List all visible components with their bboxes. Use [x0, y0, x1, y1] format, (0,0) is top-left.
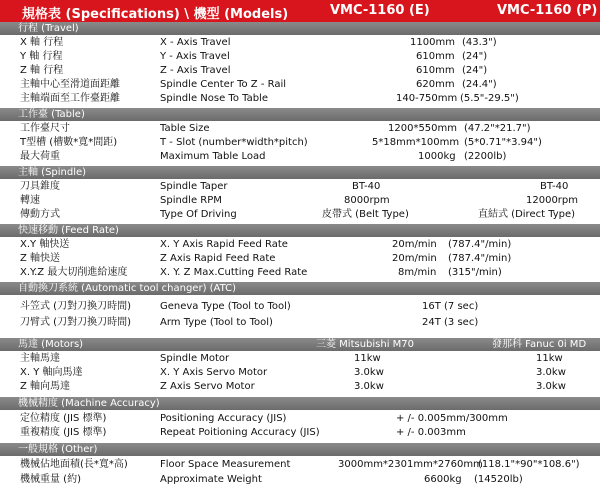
- table-row: [0, 238, 600, 252]
- spec-value-p: 11kw: [536, 353, 563, 364]
- spec-value: 24T (3 sec): [422, 317, 479, 328]
- spec-en: Positioning Accuracy (JIS): [160, 413, 287, 424]
- section-label: 快速移動 (Feed Rate): [18, 225, 119, 236]
- spec-en: Z Axis Rapid Feed Rate: [160, 253, 276, 264]
- spec-value-imperial: (47.2"*21.7"): [464, 123, 531, 134]
- spec-value-imperial: (787.4"/min): [448, 239, 512, 250]
- section-feedrate-header: [0, 224, 600, 237]
- spec-zh: 機械佔地面積(長*寬*高): [20, 459, 128, 470]
- model-p-label: VMC-1160 (P): [497, 3, 598, 18]
- spec-zh: 工作臺尺寸: [20, 123, 70, 134]
- spec-value: + /- 0.005mm/300mm: [396, 413, 508, 424]
- spec-value: 8m/min: [398, 267, 437, 278]
- spec-en: Y - Axis Travel: [160, 51, 230, 62]
- table-row: [0, 380, 600, 394]
- spec-zh: 轉速: [20, 195, 40, 206]
- table-row: [0, 78, 600, 92]
- spec-value: 620mm: [416, 79, 455, 90]
- spec-value: 610mm: [416, 51, 455, 62]
- spec-zh: X.Y 軸快送: [20, 239, 70, 250]
- table-row: [0, 458, 600, 472]
- table-row: [0, 412, 600, 426]
- table-row: [0, 266, 600, 280]
- table-row: [0, 352, 600, 366]
- table-row: [0, 180, 600, 194]
- spec-en: Spindle Center To Z - Rail: [160, 79, 287, 90]
- spec-en: X. Y Axis Servo Motor: [160, 367, 268, 378]
- spec-value-imperial: (118.1"*90"*108.6"): [478, 459, 580, 470]
- spec-value: 3000mm*2301mm*2760mm: [338, 459, 483, 470]
- spec-value: 610mm: [416, 65, 455, 76]
- spec-value-imperial: (787.4"/min): [448, 253, 512, 264]
- spec-value: 1100mm: [410, 37, 455, 48]
- spec-value: 3.0kw: [354, 367, 384, 378]
- spec-zh: 主軸馬達: [20, 353, 60, 364]
- spec-value: 20m/min: [392, 253, 437, 264]
- spec-value-imperial: (5.5"-29.5"): [460, 93, 519, 104]
- spec-zh: T型槽 (槽數*寬*間距): [20, 137, 118, 148]
- spec-value: 1200*550mm: [388, 123, 458, 134]
- spec-value: BT-40: [352, 181, 381, 192]
- table-row: [0, 64, 600, 78]
- section-accuracy-header: [0, 397, 600, 410]
- spec-zh: 最大荷重: [20, 151, 60, 162]
- spec-zh: 刀臂式 (刀對刀換刀時間): [20, 317, 131, 328]
- section-label: 工作臺 (Table): [18, 109, 85, 120]
- controller-mitsubishi-label: 三菱 Mitsubishi M70: [316, 339, 415, 350]
- spec-value-p: 直結式 (Direct Type): [478, 209, 576, 220]
- spec-zh: Z 軸向馬達: [20, 381, 71, 392]
- spec-zh: Z 軸快送: [20, 253, 61, 264]
- spec-en: Z Axis Servo Motor: [160, 381, 255, 392]
- section-label: 行程 (Travel): [18, 23, 79, 34]
- table-row: [0, 92, 600, 106]
- spec-value: 1000kg: [418, 151, 456, 162]
- spec-en: Spindle RPM: [160, 195, 222, 206]
- table-row: [0, 194, 600, 208]
- spec-zh: Y 軸 行程: [20, 51, 63, 62]
- spec-zh: 主軸端面至工作臺距離: [20, 93, 120, 104]
- spec-value: + /- 0.003mm: [396, 427, 466, 438]
- spec-zh: 定位精度 (JIS 標準): [20, 413, 107, 424]
- spec-value-imperial: (24"): [462, 65, 488, 76]
- table-row: [0, 36, 600, 50]
- spec-en: Geneva Type (Tool to Tool): [160, 301, 291, 312]
- spec-en: X. Y. Z Max.Cutting Feed Rate: [160, 267, 308, 278]
- spec-value: 3.0kw: [354, 381, 384, 392]
- spec-en: Spindle Taper: [160, 181, 228, 192]
- spec-value-imperial: (24.4"): [462, 79, 497, 90]
- spec-en: Arm Type (Tool to Tool): [160, 317, 273, 328]
- section-label: 一般規格 (Other): [18, 444, 98, 455]
- table-row: [0, 473, 600, 487]
- spec-value-p: 3.0kw: [536, 381, 566, 392]
- table-row: [0, 252, 600, 266]
- spec-en: Type Of Driving: [160, 209, 237, 220]
- spec-value-p: BT-40: [540, 181, 569, 192]
- section-other-header: [0, 443, 600, 456]
- spec-value: 11kw: [354, 353, 381, 364]
- spec-zh: 重複精度 (JIS 標準): [20, 427, 107, 438]
- section-label: 馬達 (Motors): [18, 339, 84, 350]
- section-travel-header: [0, 22, 600, 35]
- spec-en: Approximate Weight: [160, 474, 262, 485]
- section-label: 主軸 (Spindle): [18, 167, 87, 178]
- spec-zh: Z 軸 行程: [20, 65, 64, 76]
- spec-zh: 刀具錐度: [20, 181, 60, 192]
- spec-value: 皮帶式 (Belt Type): [322, 209, 409, 220]
- spec-zh: 斗笠式 (刀對刀換刀時間): [20, 301, 131, 312]
- table-row: [0, 150, 600, 164]
- spec-en: Z - Axis Travel: [160, 65, 231, 76]
- table-row: [0, 300, 600, 314]
- spec-en: Maximum Table Load: [160, 151, 266, 162]
- spec-zh: X. Y 軸向馬達: [20, 367, 83, 378]
- table-row: [0, 366, 600, 380]
- spec-value: 8000rpm: [344, 195, 390, 206]
- spec-value-imperial: (14520lb): [474, 474, 523, 485]
- section-spindle-header: [0, 166, 600, 179]
- spec-en: Spindle Nose To Table: [160, 93, 268, 104]
- spec-en: X. Y Axis Rapid Feed Rate: [160, 239, 288, 250]
- spec-en: Floor Space Measurement: [160, 459, 291, 470]
- spec-value-imperial: (315"/min): [448, 267, 502, 278]
- spec-value-p: 3.0kw: [536, 367, 566, 378]
- spec-en: Table Size: [160, 123, 210, 134]
- controller-fanuc-label: 發那科 Fanuc 0i MD: [492, 339, 587, 350]
- spec-zh: 主軸中心至滑道面距離: [20, 79, 120, 90]
- spec-header: [0, 0, 600, 22]
- spec-value-imperial: (43.3"): [462, 37, 497, 48]
- spec-zh: 機械重量 (約): [20, 474, 81, 485]
- spec-value: 20m/min: [392, 239, 437, 250]
- spec-en: Spindle Motor: [160, 353, 230, 364]
- section-label: 機械精度 (Machine Accuracy): [18, 398, 160, 409]
- model-e-label: VMC-1160 (E): [330, 3, 430, 18]
- section-table-header: [0, 108, 600, 121]
- spec-value-p: 12000rpm: [526, 195, 579, 206]
- spec-zh: X 軸 行程: [20, 37, 64, 48]
- spec-en: X - Axis Travel: [160, 37, 231, 48]
- spec-zh: X.Y.Z 最大切削進給速度: [20, 267, 128, 278]
- spec-zh: 傳動方式: [20, 209, 60, 220]
- table-row: [0, 122, 600, 136]
- spec-title: 規格表 (Specifications) \ 機型 (Models): [22, 7, 289, 22]
- spec-value-imperial: (2200lb): [464, 151, 507, 162]
- spec-value: 16T (7 sec): [422, 301, 479, 312]
- section-label: 自動換刀系統 (Automatic tool changer) (ATC): [18, 283, 237, 294]
- table-row: [0, 316, 600, 330]
- spec-en: T - Slot (number*width*pitch): [160, 137, 308, 148]
- spec-value-imperial: (24"): [462, 51, 488, 62]
- table-row: [0, 426, 600, 440]
- spec-value: 140-750mm: [396, 93, 458, 104]
- table-row: [0, 50, 600, 64]
- spec-value-imperial: (5*0.71"*3.94"): [464, 137, 542, 148]
- spec-value: 5*18mm*100mm: [372, 137, 460, 148]
- table-row: [0, 208, 600, 222]
- spec-en: Repeat Poitioning Accuracy (JIS): [160, 427, 320, 438]
- section-motors-header: [0, 338, 600, 351]
- spec-value: 6600kg: [424, 474, 462, 485]
- table-row: [0, 136, 600, 150]
- section-atc-header: [0, 282, 600, 295]
